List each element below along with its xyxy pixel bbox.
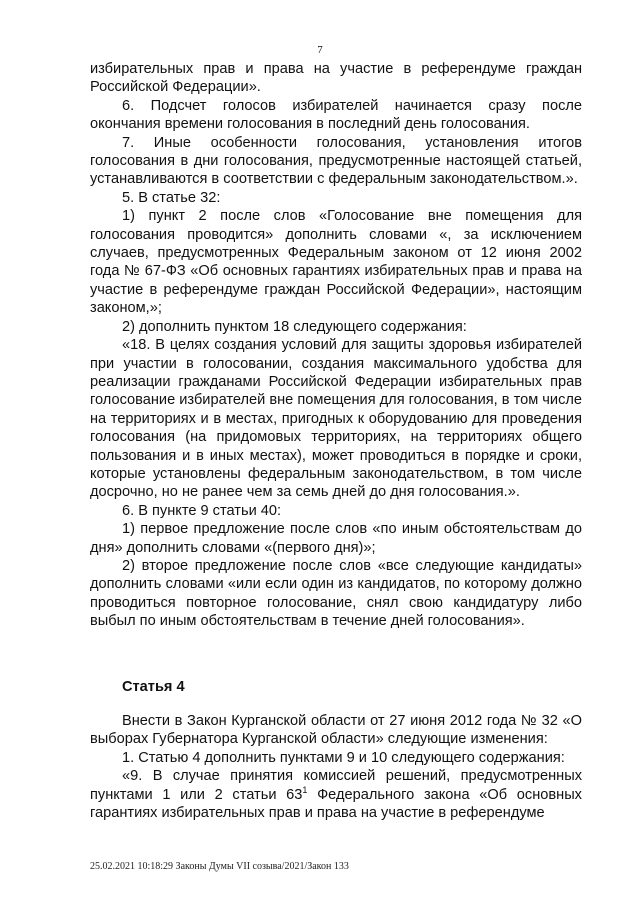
paragraph: 7. Иные особенности голосования, установления итогов голосования в дни голосования, предусмотренные настоящей статьей, устанавливаются в соответствии с федеральным законодательством.». (90, 134, 582, 188)
article-text-block (90, 712, 582, 822)
paragraph: 1) первое предложение после слов «по иным обстоятельствам до дня» дополнить словами «(первого дня)»; (90, 521, 582, 556)
paragraph-text-end: Федерального закона «Об основных гарантиях избирательных прав и права на участие в референдуме (90, 786, 582, 822)
paragraph: 5. В статье 32: (122, 189, 221, 206)
page-number: 7 (317, 44, 323, 56)
article-heading: Статья 4 (122, 679, 185, 695)
paragraph: 6. Подсчет голосов избирателей начинается сразу после окончания времени голосования в последний день голосования. (90, 97, 582, 133)
paragraph: Внести в Закон Курганской области от 27 июня 2012 года № 32 «О выборах Губернатора Курганской области» следующие изменения: (90, 713, 582, 748)
paragraph: «18. В целях создания условий для защиты здоровья избирателей при участии в голосовании, создания максимального удобства для реализации гражданами Российской Федерации избирательных прав голосование избирателей вне помещения для голосования, в том числе на территориях и в местах, пригодных к оборудованию для проведения голосования (на придомовых территориях, на территориях общего пользования и в иных местах), может проводиться в порядке и сроки, которые установлены федеральным законодательством, в том числе досрочно, но не ранее чем за семь дней до дня голосования.». (90, 337, 582, 501)
footnote-superscript: 1 (302, 784, 308, 795)
document-footer: 25.02.2021 10:18:29 Законы Думы VII созыва/2021/Закон 133 (90, 861, 349, 872)
paragraph: избирательных прав и права на участие в референдуме граждан Российской Федерации». (90, 61, 582, 96)
main-text-block (90, 60, 582, 631)
paragraph-text-start: «9. В случае принятия комиссией решений, предусмотренных пунктами 1 или 2 статьи 63 (90, 768, 582, 803)
paragraph: 2) второе предложение после слов «все следующие кандидаты» дополнить словами «или если один из кандидатов, по которому должно проводиться повторное голосование, снял свою кандидатуру либо выбыл по иным обстоятельствам в течение дней голосования». (90, 557, 582, 630)
paragraph: 2) дополнить пунктом 18 следующего содержания: (122, 318, 467, 335)
paragraph: 6. В пункте 9 статьи 40: (122, 502, 282, 519)
paragraph-with-footnote (90, 767, 582, 822)
paragraph: 1) пункт 2 после слов «Голосование вне помещения для голосования проводится» дополнить словами «, за исключением случаев, предусмотренных Федеральным законом от 12 июня 2002 года № 67-ФЗ «Об основных гарантиях избирательных прав и права на участие в референдуме граждан Российской Федерации», настоящим законом,»; (90, 208, 582, 317)
paragraph: 1. Статью 4 дополнить пунктами 9 и 10 следующего содержания: (122, 749, 565, 766)
